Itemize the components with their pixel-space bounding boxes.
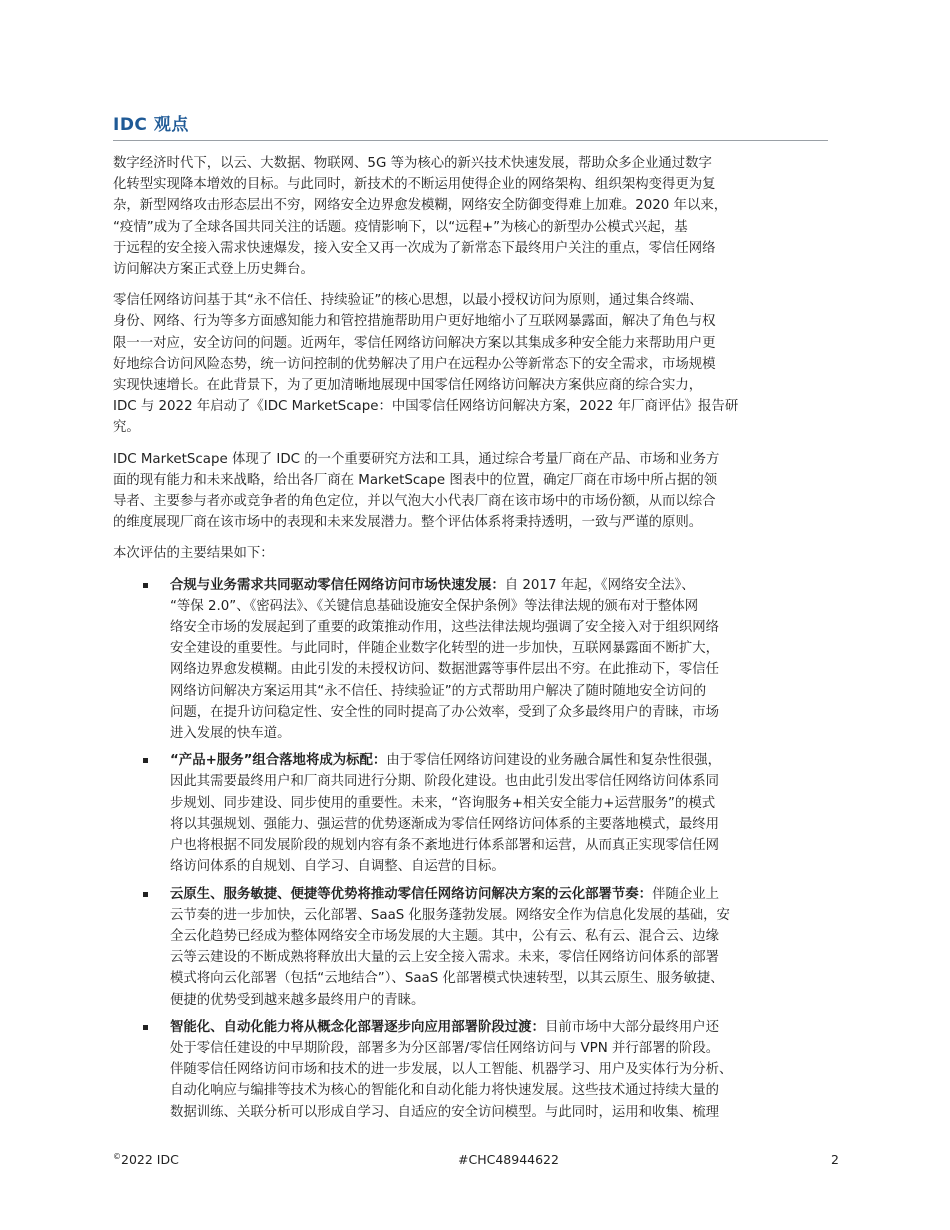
text-line: “等保 2.0”、《密码法》、《关键信息基础设施安全保护条例》等法律法规的颁布对于整体网 (170, 598, 699, 614)
text-line: 处于零信任建设的中早期阶段，部署多为分区部署/零信任网络访问与 VPN 并行部署的阶段。 (170, 1040, 720, 1056)
text-line: 杂，新型网络攻击形态层出不穷，网络安全边界愈发模糊，网络安全防御变得难上加难。2020 年以来， (113, 198, 728, 214)
text-line: 模式将向云化部署（包括“云地结合”）、SaaS 化部署模式快速转型，以其云原生、服务敏捷、 (170, 971, 724, 987)
text-line: 云节奏的进一步加快，云化部署、SaaS 化服务蓬勃发展。网络安全作为信息化发展的基础，安 (170, 907, 730, 923)
text-line: 便捷的优势受到越来越多最终用户的青睐。 (170, 992, 425, 1008)
bullet-item (113, 575, 828, 745)
bullet-list (113, 575, 828, 1123)
text-line: 访问解决方案正式登上历史舞台。 (113, 262, 314, 278)
bullet-first-text: 伴随企业上 (652, 886, 720, 902)
paragraph (113, 449, 828, 534)
text-line: IDC 与 2022 年启动了《IDC MarketScape：中国零信任网络访问解决方案，2022 年厂商评估》报告研 (113, 399, 739, 415)
text-line: 身份、网络、行为等多方面感知能力和管控措施帮助用户更好地缩小了互联网暴露面，解决了角色与权 (113, 314, 716, 330)
text-line: 自动化响应与编排等技术为核心的智能化和自动化能力将快速发展。这些技术通过持续大量的 (170, 1083, 720, 1099)
bullet-first-line (170, 750, 828, 771)
text-line: “疫情”成为了全球各国共同关注的话题。疫情影响下，以“远程+”为核心的新型办公模式兴起，基 (113, 219, 688, 235)
text-line: 步规划、同步建设、同步使用的重要性。未来，“咨询服务+相关安全能力+运营服务”的模式 (170, 795, 716, 811)
text-line: 安全建设的重要性。与此同时，伴随企业数字化转型的进一步加快，互联网暴露面不断扩大， (170, 641, 720, 657)
text-line: 云等云建设的不断成熟将释放出大量的云上安全接入需求。未来，零信任网络访问体系的部署 (170, 950, 720, 966)
text-line: 限一一对应，安全访问的问题。近两年，零信任网络访问解决方案以其集成多种安全能力来帮助用户更 (113, 335, 716, 351)
bullet-item (113, 884, 828, 1011)
section-heading: IDC 观点 (113, 115, 189, 135)
text-line: 数字经济时代下，以云、大数据、物联网、5G 等为核心的新兴技术快速发展，帮助众多企业通过数字 (113, 156, 712, 171)
copyright-text: 2022 IDC (121, 1152, 179, 1167)
copyright-symbol: © (113, 1152, 121, 1161)
text-line: 伴随零信任网络访问市场和技术的进一步发展，以人工智能、机器学习、用户及实体行为分析、 (170, 1062, 733, 1078)
paragraph (113, 543, 828, 564)
body-text (113, 153, 828, 1129)
bullet-title: 智能化、自动化能力将从概念化部署逐步向应用部署阶段过渡： (170, 1019, 545, 1035)
text-line: IDC MarketScape 体现了 IDC 的一个重要研究方法和工具，通过综合考量厂商在产品、市场和业务方 (113, 451, 720, 467)
bullet-first-line (170, 575, 828, 596)
bullet-item (113, 1017, 828, 1123)
text-line: 的维度展现厂商在该市场中的表现和未来发展潜力。整个评估体系将秉持透明，一致与严谨的原则。 (113, 515, 703, 531)
text-line: 全云化趋势已经成为整体网络安全市场发展的大主题。其中，公有云、私有云、混合云、边缘 (170, 928, 720, 944)
footer-doc-id: #CHC48944622 (458, 1152, 559, 1167)
text-line: 本次评估的主要结果如下： (113, 546, 274, 562)
bullet-square-icon (143, 583, 148, 588)
bullet-square-icon (143, 758, 148, 763)
text-line: 户也将根据不同发展阶段的规划内容有条不紊地进行体系部署和运营，从而真正实现零信任网 (170, 838, 720, 854)
bullet-first-text: 自 2017 年起，《网络安全法》、 (504, 577, 695, 593)
text-line: 化转型实现降本增效的目标。与此同时，新技术的不断运用使得企业的网络架构、组织架构变得更为复 (113, 177, 716, 193)
text-line: 络安全市场的发展起到了重要的政策推动作用，这些法律法规均强调了安全接入对于组织网络 (170, 620, 720, 636)
text-line: 网络边界愈发模糊。由此引发的未授权访问、数据泄露等事件层出不穷。在此推动下，零信任 (170, 662, 720, 678)
bullet-first-line (170, 884, 828, 905)
bullet-first-text: 目前市场中大部分最终用户还 (544, 1019, 720, 1035)
text-line: 面的现有能力和未来战略，给出各厂商在 MarketScape 图表中的位置，确定厂商在市场中所占据的领 (113, 472, 718, 488)
text-line: 数据训练、关联分析可以形成自学习、自适应的安全访问模型。与此同时，运用和收集、梳理 (170, 1104, 720, 1120)
text-line: 实现快速增长。在此背景下，为了更加清晰地展现中国零信任网络访问解决方案供应商的综合实力， (113, 378, 703, 394)
text-line: 因此其需要最终用户和厂商共同进行分期、阶段化建设。也由此引发出零信任网络访问体系同 (170, 774, 720, 790)
footer-page-number: 2 (831, 1152, 839, 1167)
bullet-square-icon (143, 892, 148, 897)
heading-divider (113, 140, 828, 141)
text-line: 导者、主要参与者亦或竞争者的角色定位，并以气泡大小代表厂商在该市场中的市场份额，从而以综合 (113, 494, 716, 510)
text-line: 问题，在提升访问稳定性、安全性的同时提高了办公效率，受到了众多最终用户的青睐，市场 (170, 704, 720, 720)
text-line: 将以其强规划、强能力、强运营的优势逐渐成为零信任网络访问体系的主要落地模式，最终用 (170, 816, 720, 832)
bullet-first-text: 由于零信任网络访问建设的业务融合属性和复杂性很强， (386, 753, 722, 769)
text-line: 进入发展的快车道。 (170, 726, 291, 742)
bullet-title: 合规与业务需求共同驱动零信任网络访问市场快速发展： (170, 577, 505, 593)
paragraph (113, 153, 828, 280)
text-line: 好地综合访问风险态势，统一访问控制的优势解决了用户在远程办公等新常态下的安全需求，市场规模 (113, 356, 716, 372)
text-line: 网络访问解决方案运用其“永不信任、持续验证”的方式帮助用户解决了随时随地安全访问的 (170, 683, 707, 699)
text-line: 络访问体系的自规划、自学习、自调整、自运营的目标。 (170, 859, 505, 875)
bullet-first-line (170, 1017, 828, 1038)
paragraphs (113, 153, 828, 565)
bullet-title: 云原生、服务敏捷、便捷等优势将推动零信任网络访问解决方案的云化部署节奏： (170, 886, 653, 902)
bullet-item (113, 750, 828, 877)
bullet-title: “产品+服务”组合落地将成为标配： (170, 753, 387, 769)
bullet-square-icon (143, 1025, 148, 1030)
footer-copyright (113, 1152, 179, 1167)
text-line: 零信任网络访问基于其“永不信任、持续验证”的核心思想，以最小授权访问为原则，通过集合终端、 (113, 293, 703, 309)
paragraph (113, 290, 828, 438)
text-line: 究。 (113, 420, 140, 436)
text-line: 于远程的安全接入需求快速爆发，接入安全又再一次成为了新常态下最终用户关注的重点，零信任网络 (113, 240, 716, 256)
